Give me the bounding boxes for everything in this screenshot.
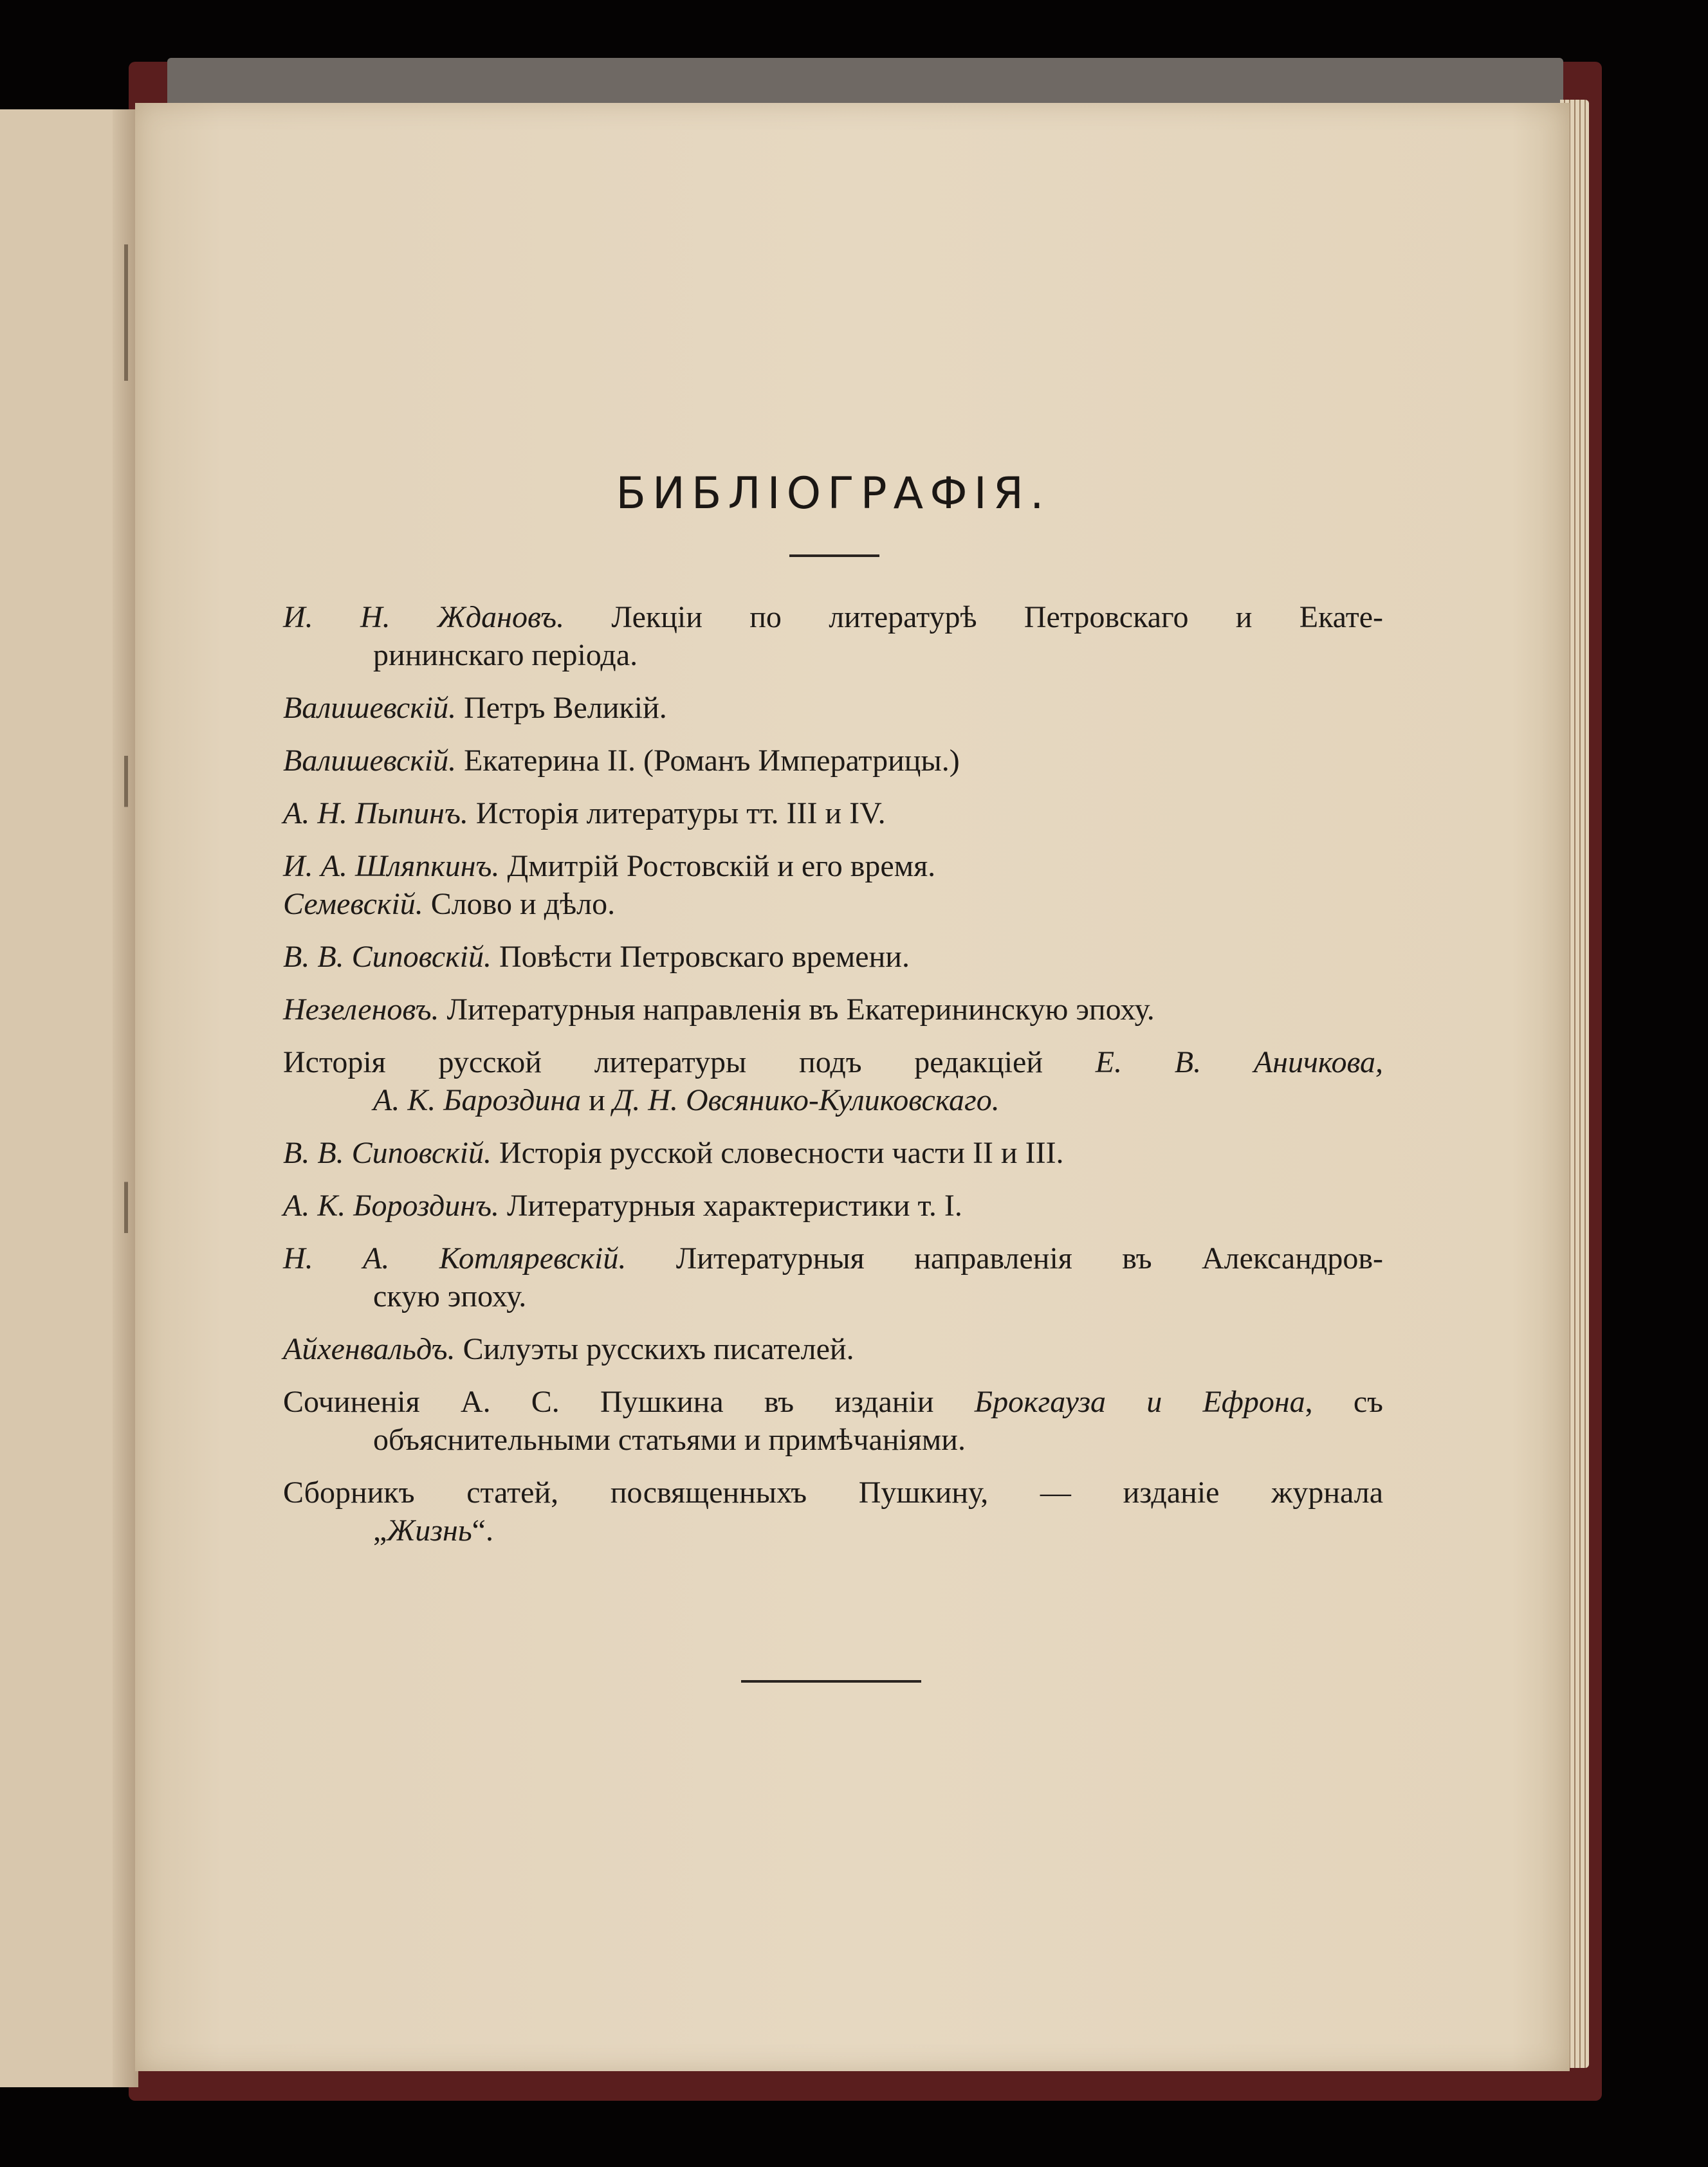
bibliography-entry — [283, 1187, 1383, 1225]
entry-author-or-emphasis: Валишевскій. — [283, 691, 457, 725]
entry-text: объяснительными статьями и примѣчаніями. — [373, 1423, 966, 1457]
entry-text: Силуэты русскихъ писателей. — [455, 1332, 854, 1366]
entry-line — [283, 885, 1383, 923]
bibliography-entry — [283, 1043, 1383, 1119]
entry-text: Слово и дѣло. — [423, 887, 616, 921]
entry-text: „ — [373, 1513, 387, 1548]
entry-line — [283, 1043, 1383, 1081]
entry-line — [283, 938, 1383, 976]
entry-text: Исторія русской литературы подъ редакціей — [283, 1045, 1096, 1079]
entry-line — [283, 1134, 1383, 1172]
entry-line — [283, 794, 1383, 832]
entry-author-or-emphasis: А. К. Бороздинъ. — [283, 1189, 499, 1223]
entry-text: Сочиненія А. С. Пушкина въ изданіи — [283, 1385, 975, 1419]
title-rule — [789, 554, 879, 557]
entry-author-or-emphasis: Жизнь — [387, 1513, 472, 1548]
bibliography-entry — [283, 1134, 1383, 1172]
entry-text: Повѣсти Петровскаго времени. — [491, 940, 910, 974]
entry-text: Лекціи по литературѣ Петровскаго и Екате- — [564, 600, 1383, 634]
bibliography-list — [283, 598, 1383, 1564]
entry-text: Сборникъ статей, посвященныхъ Пушкину, — изданіе журнала — [283, 1476, 1383, 1510]
entry-author-or-emphasis: И. Н. Ждановъ. — [283, 600, 565, 634]
entry-line — [283, 1330, 1383, 1368]
bibliography-entry — [283, 689, 1383, 727]
entry-line — [283, 847, 1383, 885]
entry-continuation-line — [283, 1421, 1383, 1459]
entry-continuation-line — [283, 636, 1383, 674]
entry-author-or-emphasis: В. В. Сиповскій. — [283, 1136, 491, 1170]
entry-author-or-emphasis: Брокгауза и Ефрона — [974, 1385, 1305, 1419]
bibliography-entry — [283, 991, 1383, 1029]
entry-author-or-emphasis: В. В. Сиповскій. — [283, 940, 491, 974]
entry-author-or-emphasis: Семевскій. — [283, 887, 423, 921]
bibliography-entry — [283, 794, 1383, 832]
entry-continuation-line — [283, 1512, 1383, 1550]
entry-author-or-emphasis: Айхенвальдъ. — [283, 1332, 455, 1366]
entry-author-or-emphasis: Е. В. Аничкова, — [1095, 1045, 1383, 1079]
entry-line — [283, 1239, 1383, 1277]
entry-author-or-emphasis: А. К. Бароздина — [373, 1083, 582, 1117]
entry-text: и — [581, 1083, 613, 1117]
bibliography-entry — [283, 1330, 1383, 1368]
entry-line — [283, 991, 1383, 1029]
entry-text: Петръ Великій. — [456, 691, 667, 725]
entry-text: скую эпоху. — [373, 1279, 527, 1313]
entry-text: “. — [472, 1513, 493, 1548]
bibliography-entry — [283, 938, 1383, 976]
entry-text: Екатерина II. (Романъ Императрицы.) — [456, 744, 960, 778]
bibliography-entry — [283, 847, 1383, 885]
cover-headband — [167, 58, 1563, 109]
entry-author-or-emphasis: И. А. Шляпкинъ. — [283, 849, 500, 883]
entry-author-or-emphasis: Н. А. Котляревскій. — [283, 1241, 627, 1276]
entry-text: Литературныя характеристики т. I. — [499, 1189, 962, 1223]
bibliography-entry — [283, 1474, 1383, 1550]
entry-text: Исторія русской словесности части II и III. — [491, 1136, 1064, 1170]
entry-text: , съ — [1305, 1385, 1384, 1419]
page-title: БИБЛІОГРАФІЯ. — [616, 468, 1051, 519]
entry-text: Литературныя направленія въ Александров- — [626, 1241, 1383, 1276]
bibliography-entry — [283, 885, 1383, 923]
entry-author-or-emphasis: Д. Н. Овсянико-Куликовскаго. — [612, 1083, 1000, 1117]
entry-text: Исторія литературы тт. III и IV. — [468, 796, 886, 830]
bibliography-entry — [283, 1383, 1383, 1459]
entry-line — [283, 742, 1383, 780]
end-rule — [741, 1680, 921, 1683]
entry-line — [283, 1187, 1383, 1225]
entry-line — [283, 1474, 1383, 1512]
entry-line — [283, 689, 1383, 727]
entry-text: Дмитрій Ростовскій и его время. — [499, 849, 936, 883]
bibliography-entry — [283, 742, 1383, 780]
entry-continuation-line — [283, 1081, 1383, 1119]
bibliography-entry — [283, 598, 1383, 674]
entry-author-or-emphasis: А. Н. Пыпинъ. — [283, 796, 468, 830]
entry-continuation-line — [283, 1277, 1383, 1315]
entry-text: Литературныя направленія въ Екатерининскую эпоху. — [439, 992, 1155, 1027]
bibliography-entry — [283, 1239, 1383, 1315]
entry-text: рининскаго періода. — [373, 638, 638, 672]
entry-author-or-emphasis: Валишевскій. — [283, 744, 457, 778]
entry-line — [283, 1383, 1383, 1421]
entry-author-or-emphasis: Незеленовъ. — [283, 992, 439, 1027]
entry-line — [283, 598, 1383, 636]
